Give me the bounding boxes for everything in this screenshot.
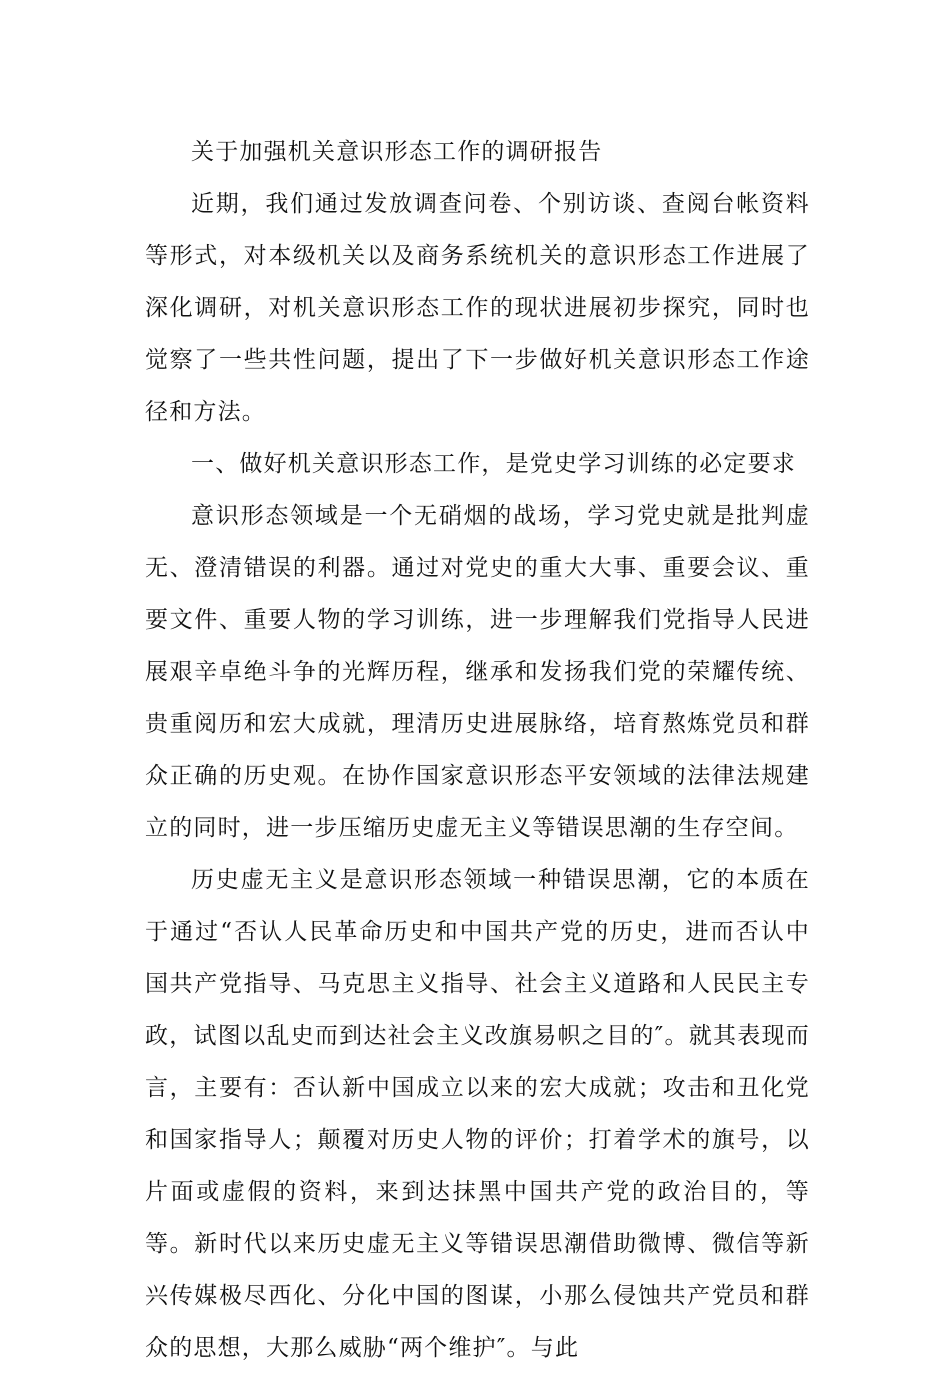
paragraph-ideology-field: 意识形态领域是一个无硝烟的战场，学习党史就是批判虚无、澄清错误的利器。通过对党史的重大大事、重要会议、重要文件、重要人物的学习训练，进一步理解我们党指导人民进展艰辛卓绝斗争的光辉历程，继承和发扬我们党的荣耀传统、贵重阅历和宏大成就，理清历史进展脉络，培育熬炼党员和群众正确的历史观。在协作国家意识形态平安领域的法律法规建立的同时，进一步压缩历史虚无主义等错误思潮的生存空间。 xyxy=(145,503,810,841)
paragraph-historical-nihilism: 历史虚无主义是意识形态领域一种错误思潮，它的本质在于通过“否认人民革命历史和中国共产党的历史，进而否认中国共产党指导、马克思主义指导、社会主义道路和人民民主专政，试图以乱史而到达社会主义改旗易帜之目的″。就其表现而言，主要有：否认新中国成立以来的宏大成就；攻击和丑化党和国家指导人；颠覆对历史人物的评价；打着学术的旗号，以片面或虚假的资料，来到达抹黑中国共产党的政治目的，等等。新时代以来历史虚无主义等错误思潮借助微博、微信等新兴传媒极尽西化、分化中国的图谋，小那么侵蚀共产党员和群众的思想，大那么威胁“两个维护″。与此 xyxy=(145,867,810,1361)
section-heading-1: 一、做好机关意识形态工作，是党史学习训练的必定要求 xyxy=(191,451,796,477)
paragraph-intro: 近期，我们通过发放调查问卷、个别访谈、查阅台帐资料等形式，对本级机关以及商务系统机关的意识形态工作进展了深化调研，对机关意识形态工作的现状进展初步探究，同时也觉察了一些共性问题，提出了下一步做好机关意识形态工作途径和方法。 xyxy=(145,191,810,425)
document-title: 关于加强机关意识形态工作的调研报告 xyxy=(191,139,603,165)
document-body xyxy=(145,126,810,1374)
